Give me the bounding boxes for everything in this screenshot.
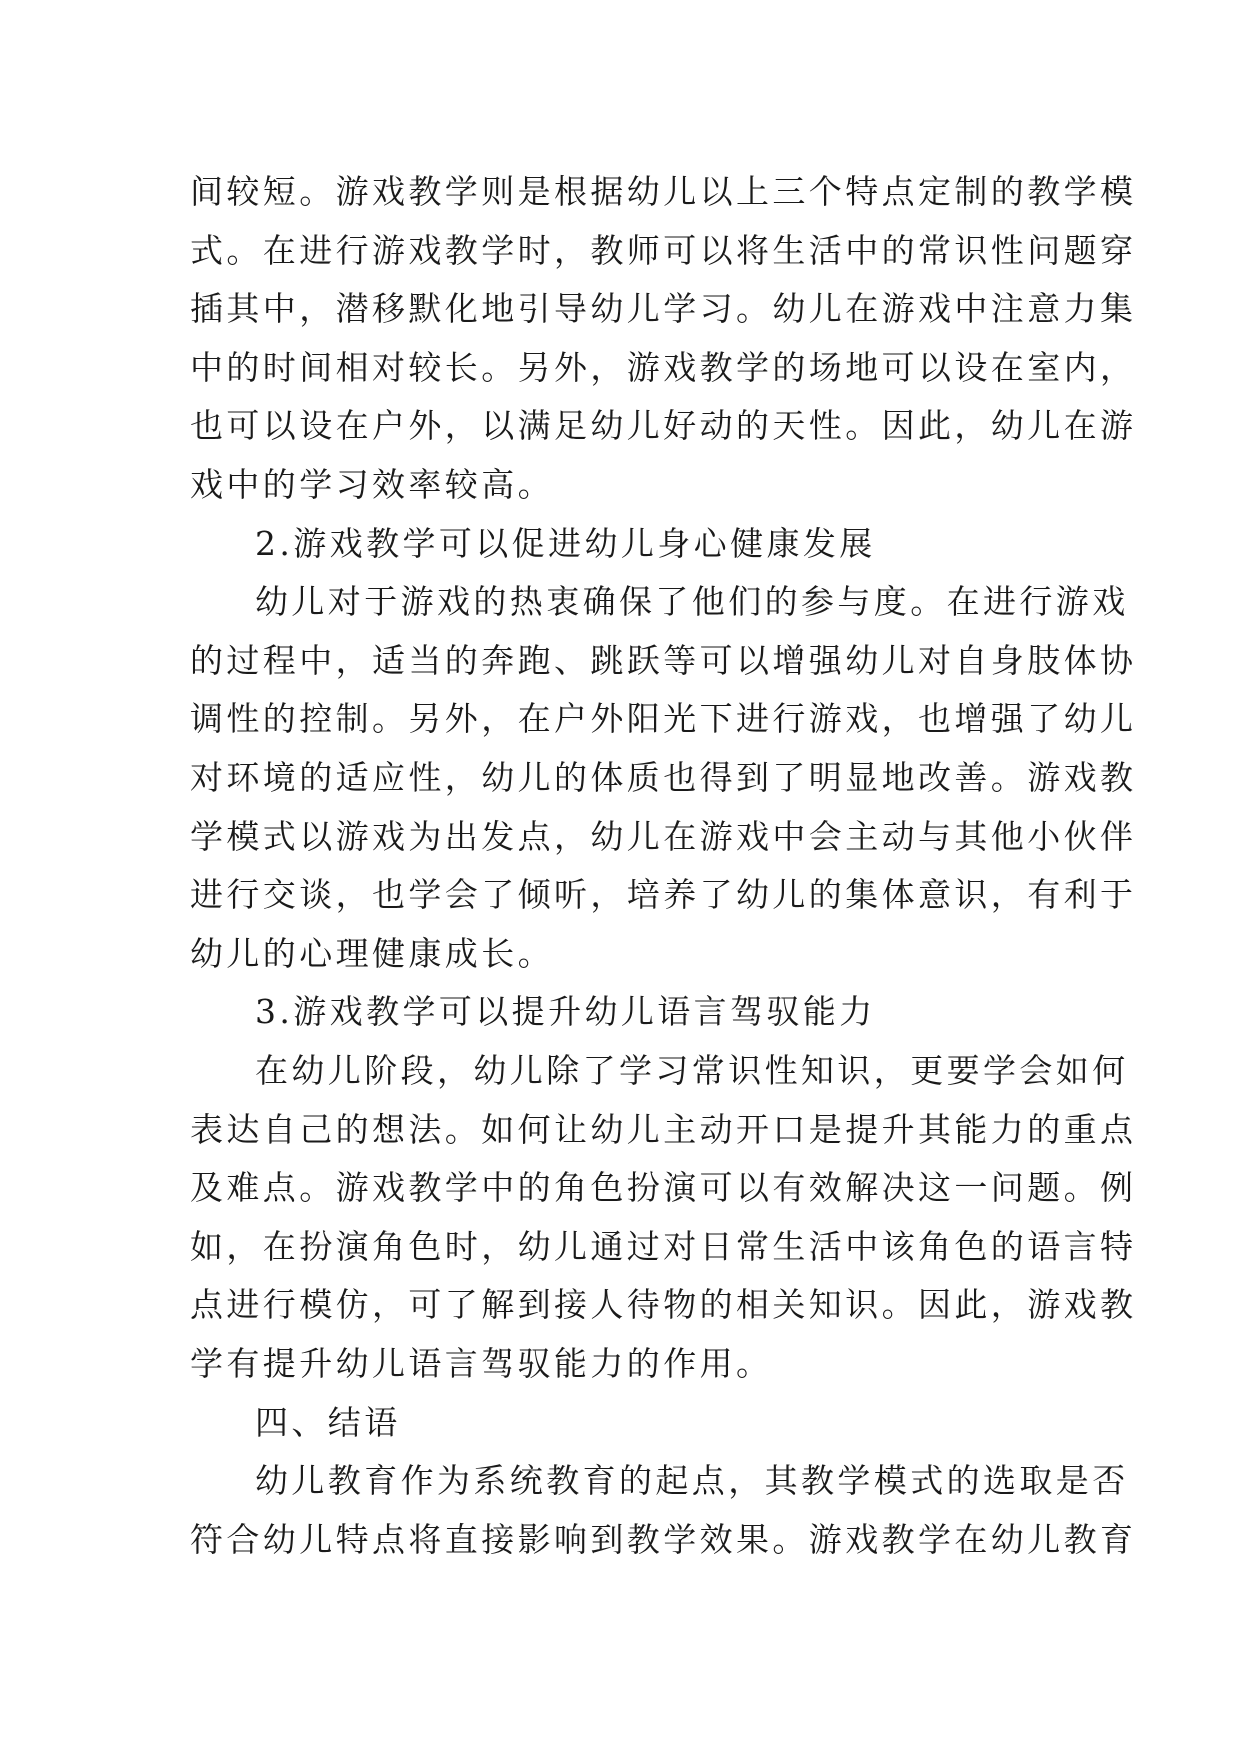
paragraph-line: 表达自己的想法。如何让幼儿主动开口是提升其能力的重点 xyxy=(190,1109,1137,1149)
paragraph-line: 学模式以游戏为出发点，幼儿在游戏中会主动与其他小伙伴 xyxy=(190,816,1137,856)
paragraph-first-line: 2.游戏教学可以促进幼儿身心健康发展 xyxy=(255,523,876,563)
paragraph-line: 也可以设在户外，以满足幼儿好动的天性。因此，幼儿在游 xyxy=(190,406,1137,446)
paragraph-first-line: 四、结语 xyxy=(255,1402,401,1442)
paragraph-line: 调性的控制。另外，在户外阳光下进行游戏，也增强了幼儿 xyxy=(190,699,1137,739)
paragraph-line: 及难点。游戏教学中的角色扮演可以有效解决这一问题。例 xyxy=(190,1168,1137,1208)
paragraph-line: 戏中的学习效率较高。 xyxy=(190,465,554,504)
paragraph-line: 学有提升幼儿语言驾驭能力的作用。 xyxy=(190,1344,773,1383)
paragraph-first-line: 3.游戏教学可以提升幼儿语言驾驭能力 xyxy=(255,992,876,1032)
paragraph-line: 如，在扮演角色时，幼儿通过对日常生活中该角色的语言特 xyxy=(190,1226,1137,1266)
paragraph-line: 间较短。游戏教学则是根据幼儿以上三个特点定制的教学模 xyxy=(190,172,1137,211)
paragraph-first-line: 在幼儿阶段，幼儿除了学习常识性知识，更要学会如何 xyxy=(255,1051,1129,1090)
paragraph-line: 点进行模仿，可了解到接人待物的相关知识。因此，游戏教 xyxy=(190,1285,1137,1325)
paragraph-line: 的过程中，适当的奔跑、跳跃等可以增强幼儿对自身肢体协 xyxy=(190,640,1137,680)
paragraph-line: 插其中，潜移默化地引导幼儿学习。幼儿在游戏中注意力集 xyxy=(190,289,1137,329)
paragraph-line: 符合幼儿特点将直接影响到教学效果。游戏教学在幼儿教育 xyxy=(190,1519,1137,1559)
paragraph-first-line: 幼儿教育作为系统教育的起点，其教学模式的选取是否 xyxy=(255,1461,1129,1501)
paragraph-first-line: 幼儿对于游戏的热衷确保了他们的参与度。在进行游戏 xyxy=(255,582,1129,622)
paragraph-line: 幼儿的心理健康成长。 xyxy=(190,933,554,973)
paragraph-line: 对环境的适应性，幼儿的体质也得到了明显地改善。游戏教 xyxy=(190,758,1137,797)
paragraph-line: 进行交谈，也学会了倾听，培养了幼儿的集体意识，有利于 xyxy=(190,875,1137,915)
paragraph-line: 式。在进行游戏教学时，教师可以将生活中的常识性问题穿 xyxy=(190,230,1137,270)
paragraph-line: 中的时间相对较长。另外，游戏教学的场地可以设在室内， xyxy=(190,347,1137,387)
